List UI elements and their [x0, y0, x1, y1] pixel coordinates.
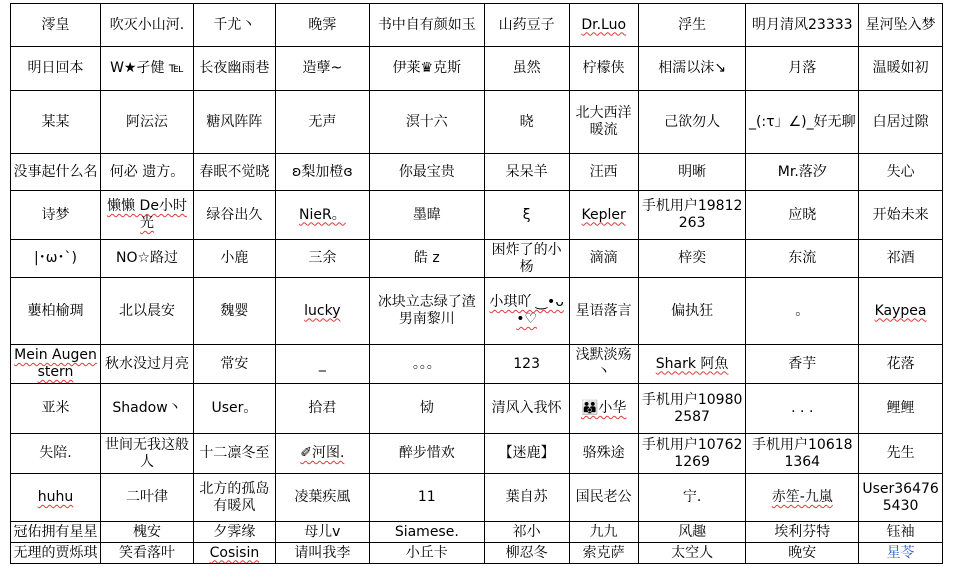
table-cell: 呆呆羊 — [484, 154, 569, 191]
table-cell: 无理的贾烁琪 — [11, 543, 101, 564]
table-cell: 浮生 — [638, 4, 746, 47]
table-cell: . . . — [746, 384, 859, 434]
table-row — [11, 522, 943, 543]
table-cell: 槐安 — [100, 522, 193, 543]
table-cell: 123 — [484, 345, 569, 384]
table-cell: 冰块立志绿了渣男南黎川 — [369, 278, 484, 345]
table-cell: 。 — [746, 278, 859, 345]
table-cell: 冠佑拥有星星 — [11, 522, 101, 543]
table-cell: 澪皇 — [11, 4, 101, 47]
table-cell: 香芋 — [746, 345, 859, 384]
table-cell: 溟十六 — [369, 91, 484, 154]
table-cell: 伊莱♛克斯 — [369, 47, 484, 91]
table-cell: 祁酒 — [859, 240, 943, 278]
table-cell: 墨暐 — [369, 191, 484, 240]
table-cell: User。 — [194, 384, 276, 434]
table-cell: 滴滴 — [569, 240, 638, 278]
table-cell: 千尤丶 — [194, 4, 276, 47]
table-cell: 埃利芬特 — [746, 522, 859, 543]
table-cell: 九九 — [569, 522, 638, 543]
table-cell: 书中自有颜如玉 — [369, 4, 484, 47]
table-cell: User364765430 — [859, 474, 943, 522]
table-cell: 恸 — [369, 384, 484, 434]
table-row — [11, 278, 943, 345]
table-cell: 。。。 — [369, 345, 484, 384]
table-cell: 11 — [369, 474, 484, 522]
table-cell: Kaypea — [859, 278, 943, 345]
table-cell: 没事起什么名 — [11, 154, 101, 191]
table-cell: 皓 z — [369, 240, 484, 278]
name-table — [10, 3, 943, 564]
table-cell: W★孑健 ℡ — [100, 47, 193, 91]
table-cell: 骆殊途 — [569, 434, 638, 474]
table-cell: Shadow丶 — [100, 384, 193, 434]
table-cell: 北方的孤岛有暖风 — [194, 474, 276, 522]
table-cell: Dr.Luo — [569, 4, 638, 47]
table-cell: 手机用户109802587 — [638, 384, 746, 434]
table-cell: 你最宝贵 — [369, 154, 484, 191]
table-cell: 【迷鹿】 — [484, 434, 569, 474]
table-cell: 相濡以沫↘ — [638, 47, 746, 91]
table-cell: 太空人 — [638, 543, 746, 564]
table-cell: 鲤鲤 — [859, 384, 943, 434]
table-body — [11, 4, 943, 564]
table-cell: 手机用户107621269 — [638, 434, 746, 474]
table-cell: 山药豆子 — [484, 4, 569, 47]
table-row — [11, 345, 943, 384]
table-row — [11, 240, 943, 278]
table-cell: 明月清风23333 — [746, 4, 859, 47]
table-cell: 凌葉疾風 — [275, 474, 369, 522]
table-cell: 亚米 — [11, 384, 101, 434]
table-cell: 宁. — [638, 474, 746, 522]
table-cell: 花落 — [859, 345, 943, 384]
table-cell: 明日回本 — [11, 47, 101, 91]
table-cell: 常安 — [194, 345, 276, 384]
table-cell: 造孽~ — [275, 47, 369, 91]
table-cell: _(:τ」∠)_好无聊 — [746, 91, 859, 154]
table-cell: 母儿ⅴ — [275, 522, 369, 543]
table-cell: Shark 阿魚 — [638, 345, 746, 384]
table-cell: 魏婴 — [194, 278, 276, 345]
table-cell: 晚安 — [746, 543, 859, 564]
table-row — [11, 474, 943, 522]
table-cell: 小琪吖 ‿•ᴗ•♡ — [484, 278, 569, 345]
table-cell: Mein Augenstern — [11, 345, 101, 384]
table-cell: 小鹿 — [194, 240, 276, 278]
table-cell: 何必 遗方。 — [100, 154, 193, 191]
table-cell: 拾君 — [275, 384, 369, 434]
table-cell: 国民老公 — [569, 474, 638, 522]
table-cell: 阿沄沄 — [100, 91, 193, 154]
table-cell: 晓 — [484, 91, 569, 154]
table-cell: 梓奕 — [638, 240, 746, 278]
table-cell: 晚霁 — [275, 4, 369, 47]
table-cell: 月落 — [746, 47, 859, 91]
table-cell: 柳忍冬 — [484, 543, 569, 564]
table-row — [11, 154, 943, 191]
table-cell: 蘡柏榆琱 — [11, 278, 101, 345]
table-cell: 开始未来 — [859, 191, 943, 240]
table-row — [11, 4, 943, 47]
table-cell: 绿谷出久 — [194, 191, 276, 240]
table-cell: Siamese. — [369, 522, 484, 543]
table-cell: 钰袖 — [859, 522, 943, 543]
table-cell: 星苓 — [859, 543, 943, 564]
table-cell: 风趣 — [638, 522, 746, 543]
table-cell: 应晓 — [746, 191, 859, 240]
table-cell: 星河坠入梦 — [859, 4, 943, 47]
table-cell: Mr.落汐 — [746, 154, 859, 191]
table-cell: 秋水没过月亮 — [100, 345, 193, 384]
table-cell: 失陪. — [11, 434, 101, 474]
table-cell: 某某 — [11, 91, 101, 154]
table-cell: 长夜幽雨巷 — [194, 47, 276, 91]
table-cell: 二叶律 — [100, 474, 193, 522]
table-row — [11, 191, 943, 240]
table-row — [11, 91, 943, 154]
table-cell: 虽然 — [484, 47, 569, 91]
table-cell: 清风入我怀 — [484, 384, 569, 434]
table-cell: 祁小 — [484, 522, 569, 543]
table-cell: 醉步惜欢 — [369, 434, 484, 474]
table-cell: 吹灭小山河. — [100, 4, 193, 47]
table-cell: 己欲勿人 — [638, 91, 746, 154]
table-cell: ʚ梨加橙ɞ — [275, 154, 369, 191]
table-cell: ✐河图. — [275, 434, 369, 474]
table-cell: 夕霁缘 — [194, 522, 276, 543]
table-cell: 柠檬侠 — [569, 47, 638, 91]
table-cell: 请叫我李 — [275, 543, 369, 564]
table-cell: 小丘卡 — [369, 543, 484, 564]
table-row — [11, 384, 943, 434]
table-cell: 明晰 — [638, 154, 746, 191]
table-cell: ξ — [484, 191, 569, 240]
table-cell: NO☆路过 — [100, 240, 193, 278]
table-row — [11, 543, 943, 564]
table-cell: |･ω･`) — [11, 240, 101, 278]
table-cell: NieR。 — [275, 191, 369, 240]
table-cell: 手机用户19812263 — [638, 191, 746, 240]
table-cell: Kepler — [569, 191, 638, 240]
table-cell: 无声 — [275, 91, 369, 154]
table-row — [11, 47, 943, 91]
table-cell: 手机用户106181364 — [746, 434, 859, 474]
table-cell: Cosisin — [194, 543, 276, 564]
table-cell: 失心 — [859, 154, 943, 191]
table-cell: 糖风阵阵 — [194, 91, 276, 154]
table-cell: 温暖如初 — [859, 47, 943, 91]
table-cell: 葉自苏 — [484, 474, 569, 522]
table-cell: 偏执狂 — [638, 278, 746, 345]
table-cell: lucky — [275, 278, 369, 345]
table-cell: 👪小华 — [569, 384, 638, 434]
table-row — [11, 434, 943, 474]
table-cell: 索克萨 — [569, 543, 638, 564]
table-cell: 世间无我这般人 — [100, 434, 193, 474]
table-cell: 汪西 — [569, 154, 638, 191]
table-cell: 三余 — [275, 240, 369, 278]
table-cell: 困炸了的小杨 — [484, 240, 569, 278]
table-cell: 北大西洋暖流 — [569, 91, 638, 154]
table-cell: 浅默淡殇丶 — [569, 345, 638, 384]
table-cell: 先生 — [859, 434, 943, 474]
table-cell: _ — [275, 345, 369, 384]
table-cell: 春眠不觉晓 — [194, 154, 276, 191]
table-cell: 北以晨安 — [100, 278, 193, 345]
table-cell: 东流 — [746, 240, 859, 278]
table-cell: 笑看落叶 — [100, 543, 193, 564]
table-cell: 赤笙-九嵐 — [746, 474, 859, 522]
table-cell: 星语落言 — [569, 278, 638, 345]
table-cell: 十二凛冬至 — [194, 434, 276, 474]
table-cell: 诗梦 — [11, 191, 101, 240]
table-cell: 白居过隙 — [859, 91, 943, 154]
table-cell: 懒懒 De小时光 — [100, 191, 193, 240]
table-cell: huhu — [11, 474, 101, 522]
